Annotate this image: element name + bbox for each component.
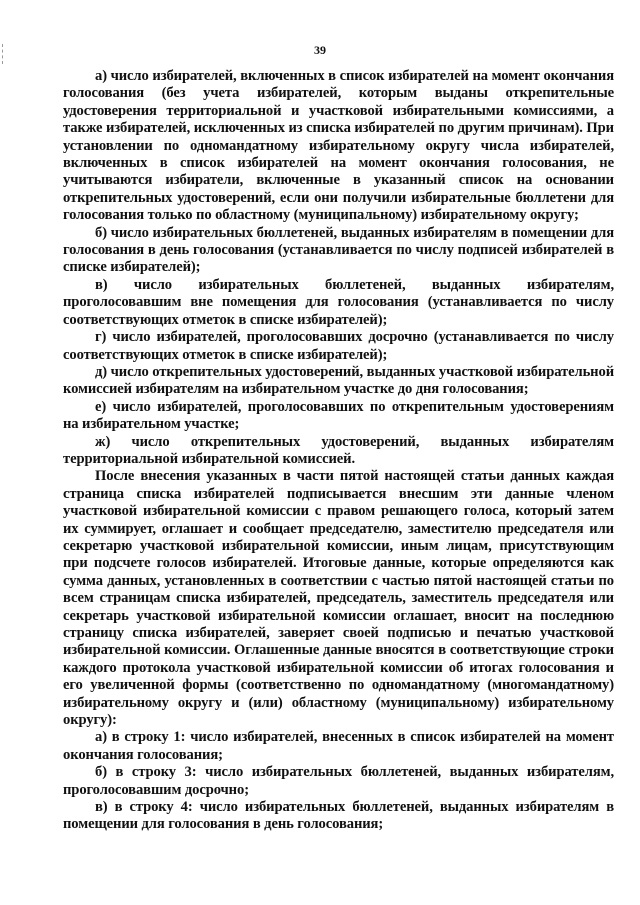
paragraph-zh: ж) число открепительных удостоверений, выданных избирателям территориальной избирательной комиссией. (63, 433, 614, 467)
paragraph-g: г) число избирателей, проголосовавших досрочно (устанавливается по числу соответствующих отметок в списке избирателей); (63, 329, 614, 363)
paragraph-row-4: в) в строку 4: число избирательных бюллетеней, выданных избирателям в помещении для голосования в день голосования; (63, 799, 614, 833)
paragraph-row-3: б) в строку 3: число избирательных бюллетеней, выданных избирателям, проголосовавшим досрочно; (63, 764, 614, 798)
paragraph-d: д) число открепительных удостоверений, выданных участковой избирательной комиссией избирателям на избирательном участке до дня голосования; (63, 363, 614, 398)
body-text (63, 68, 614, 834)
paragraph-summary: После внесения указанных в части пятой настоящей статьи данных каждая страница списка избирателей подписывается внесшим эти данные членом участковой избирательной комиссии с правом решающего голоса, который затем их суммирует, оглашает и сообщает председателю, заместителю председателя или секретарю участковой избирательной комиссии, иным лицам, присутствующим при подсчете голосов избирателей. Итоговые данные, которые определяются как сумма данных, установленных в соответствии с частью пятой настоящей статьи по всем страницам списка избирателей, председатель, заместитель председателя или секретарь участковой избирательной комиссии оглашает, вносит на последнюю страницу списка избирателей, заверяет своей подписью и печатью участковой избирательной комиссии. Оглашенные данные вносятся в соответствующие строки каждого протокола участковой избирательной комиссии об итогах голосования и его увеличенной формы (соответственно по одномандатному (многомандатному) избирательному округу и (или) областному (муниципальному) избирательному округу): (63, 468, 614, 729)
paragraph-row-1: а) в строку 1: число избирателей, внесенных в список избирателей на момент окончания голосования; (63, 729, 614, 763)
paragraph-v: в) число избирательных бюллетеней, выданных избирателям, проголосовавшим вне помещения для голосования (устанавливается по числу соответствующих отметок в списке избирателей); (63, 276, 614, 328)
paragraph-b: б) число избирательных бюллетеней, выданных избирателям в помещении для голосования в день голосования (устанавливается по числу подписей избирателей в списке избирателей); (63, 224, 614, 276)
paragraph-a: а) число избирателей, включенных в список избирателей на момент окончания голосования (без учета избирателей, которым выданы открепительные удостоверения территориальной и участковой избирательными комиссиями, а также избирателей, исключенных из списка избирателей по другим причинам). При установлении по одномандатному избирательному округу числа избирателей, включенных в список избирателей на момент окончания голосования, не учитываются избиратели, включенные в указанный список на основании открепительных удостоверений, если они получили избирательные бюллетени для голосования только по областному (муниципальному) избирательному округу; (63, 68, 614, 224)
page-number: 39 (314, 43, 326, 57)
paragraph-e: е) число избирателей, проголосовавших по открепительным удостоверениям на избирательном участке; (63, 398, 614, 433)
